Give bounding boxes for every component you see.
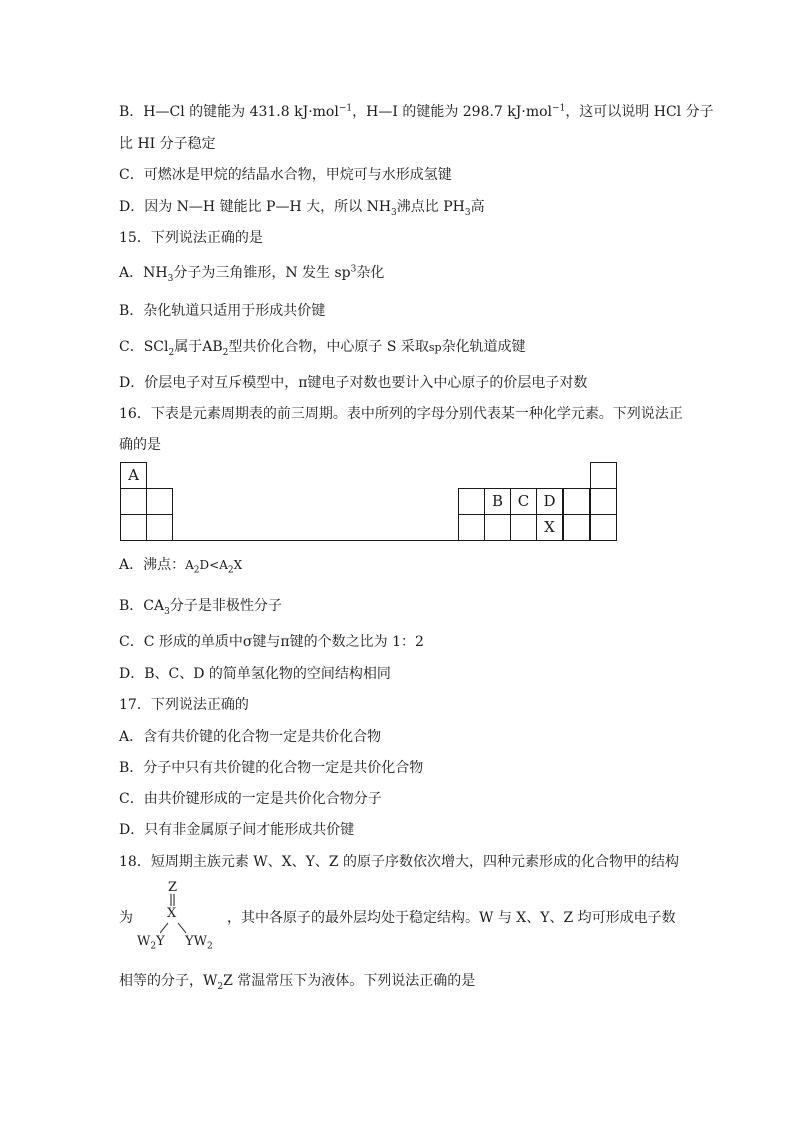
q16-stem-line1: 16．下表是元素周期表的前三周期。表中所列的字母分别代表某一种化学元素。下列说法正: [119, 406, 683, 422]
cell-empty: [590, 514, 617, 541]
cell-empty: [590, 462, 617, 489]
cell-empty: [120, 488, 147, 515]
text: 型共价化合物，中心原子 S 采取: [228, 339, 429, 355]
formula: sp: [428, 341, 442, 354]
text: ，这可以说明 HCl 分子: [565, 104, 714, 120]
cell-empty: [458, 488, 485, 515]
formula: NH: [143, 265, 168, 281]
text: 沸点比 PH: [396, 199, 465, 215]
q17-option-a: A．含有共价键的化合物一定是共价化合物: [119, 729, 382, 745]
cell-empty: [146, 514, 173, 541]
text: ，H—I 的键能为 298.7 kJ·mol: [352, 104, 553, 120]
q15-option-b: B．杂化轨道只适用于形成共价键: [119, 303, 326, 319]
text: 高: [470, 199, 485, 215]
q18-stem-line2-pre: 为: [119, 910, 133, 926]
q18-stem-line1: 18．短周期主族元素 W、X、Y、Z 的原子序数依次增大，四种元素形成的化合物甲的结构: [119, 854, 680, 870]
superscript: −1: [338, 103, 353, 114]
struct-z: Z: [168, 880, 178, 895]
cell-empty: [590, 488, 617, 515]
text: 分子是非极性分子: [169, 598, 282, 614]
formula: AB: [202, 339, 223, 355]
cell-empty: [146, 488, 173, 515]
subscript: 3: [391, 207, 397, 218]
subscript: 2: [217, 981, 224, 992]
superscript: −1: [552, 103, 566, 114]
cell-empty: [563, 488, 590, 515]
cell-x: X: [536, 514, 563, 541]
struct-x: X: [167, 906, 177, 921]
q16-stem-line2: 确的是: [119, 437, 161, 453]
cell-empty: [458, 514, 485, 541]
text: A．: [119, 265, 144, 281]
q14-option-d: [119, 198, 485, 216]
formula: SCl: [143, 339, 169, 355]
text: D．因为 N—H 键能比 P—H 大，所以 NH: [119, 199, 392, 215]
subscript: 3: [167, 273, 174, 284]
subscript: 3: [464, 207, 471, 218]
cell-a: A: [120, 462, 147, 489]
struct-right-group: $YW_2$: [185, 934, 213, 952]
q14-option-b-line1: [119, 103, 714, 121]
text: 分子为三角锥形，N 发生 sp: [173, 265, 351, 281]
q16-option-b: [119, 597, 282, 615]
subscript: 3: [164, 606, 170, 617]
q14-option-c: C．可燃冰是甲烷的结晶水合物，甲烷可与水形成氢键: [119, 167, 452, 183]
text: C．: [119, 339, 144, 355]
q17-option-b: B．分子中只有共价键的化合物一定是共价化合物: [119, 760, 424, 776]
q17-stem: 17．下列说法正确的: [119, 697, 249, 713]
text: Z 常温常压下为液体。下列说法正确的是: [223, 973, 476, 989]
struct-left-group: $W_2Y$: [137, 934, 165, 952]
text: A．沸点：: [119, 557, 186, 573]
formula: CA: [143, 598, 165, 614]
q18-stem-line2-post: ，其中各原子的最外层均处于稳定结构。W 与 X、Y、Z 均可形成电子数: [227, 910, 676, 926]
q16-option-c: C．C 形成的单质中σ键与π键的个数之比为 1：2: [119, 634, 424, 650]
text: 杂化轨道成键: [441, 339, 526, 355]
cell-empty: [120, 514, 147, 541]
cell-d: D: [536, 488, 563, 515]
cell-b: B: [484, 488, 511, 515]
q17-option-d: D．只有非金属原子间才能形成共价键: [119, 822, 355, 838]
subscript: 2: [168, 347, 175, 358]
q16-option-d: D．B、C、D 的简单氢化物的空间结构相同: [119, 666, 391, 682]
text: B．H—Cl 的键能为 431.8 kJ·mol: [119, 104, 339, 120]
q14-option-b-line2: 比 HI 分子稳定: [119, 136, 216, 152]
subscript: 2: [222, 347, 229, 358]
formula: $A_2D<A_2X$: [185, 558, 243, 576]
q18-stem-line3: [119, 972, 475, 990]
text: B．: [119, 598, 144, 614]
cell-c: C: [510, 488, 537, 515]
q17-option-c: C．由共价键形成的一定是共价化合物分子: [119, 791, 382, 807]
q15-option-c: [119, 338, 526, 357]
table-bottom-line: [172, 540, 459, 541]
cell-empty: [510, 514, 537, 541]
superscript: 3: [350, 264, 357, 275]
text: 杂化: [356, 265, 385, 281]
cell-empty: [563, 514, 590, 541]
text: 相等的分子，W: [119, 973, 218, 989]
cell-empty: [484, 514, 511, 541]
q16-option-a: [119, 556, 242, 574]
q15-option-a: [119, 264, 384, 282]
q15-stem: 15．下列说法正确的是: [119, 230, 263, 246]
q15-option-d: D．价层电子对互斥模型中，π键电子对数也要计入中心原子的价层电子对数: [119, 375, 588, 391]
text: 属于: [174, 339, 203, 355]
